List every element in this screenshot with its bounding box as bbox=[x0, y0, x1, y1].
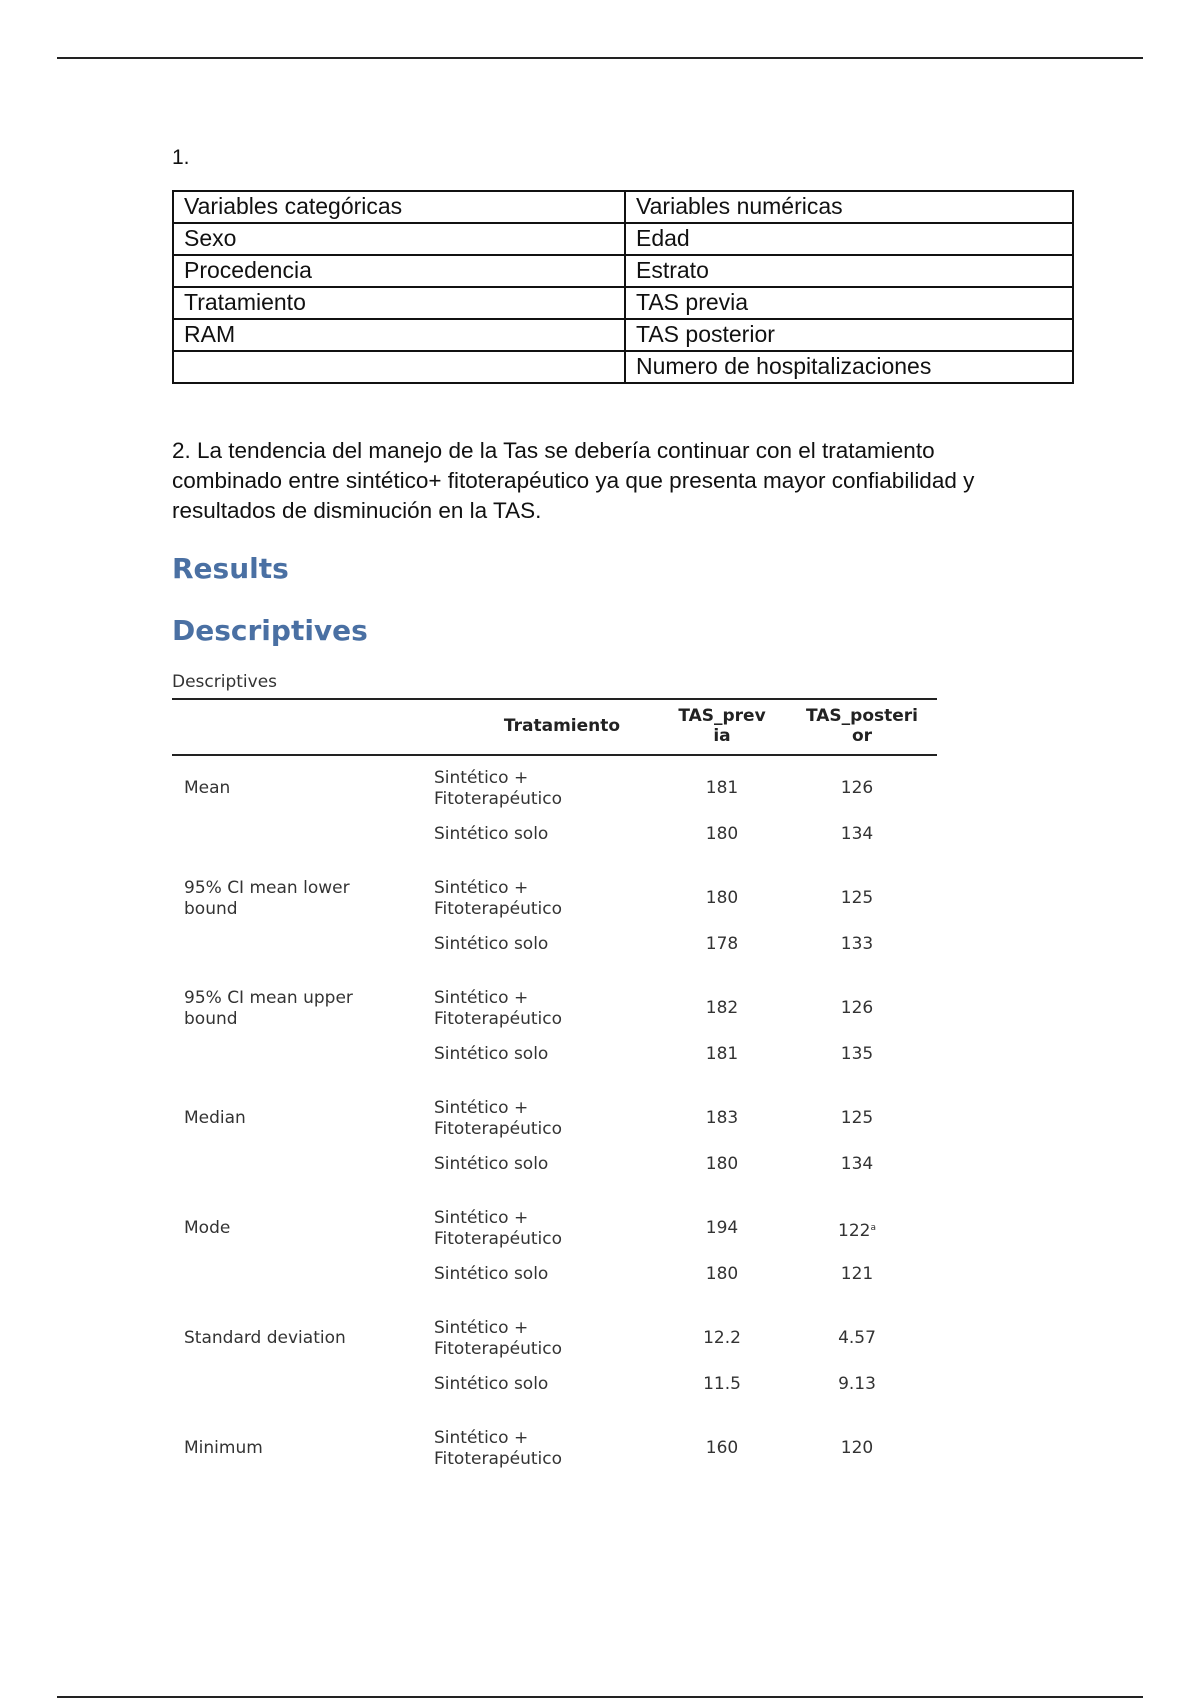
descriptives-heading: Descriptives bbox=[172, 614, 368, 647]
value-tas-posterior: 121 bbox=[840, 1264, 874, 1284]
treatment-line: Fitoterapéutico bbox=[434, 899, 563, 919]
paragraph-line: resultados de disminución en la TAS. bbox=[172, 498, 542, 523]
value-tas-previa: 180 bbox=[705, 824, 739, 844]
table-row bbox=[173, 287, 1073, 319]
value-tas-posterior: 134 bbox=[840, 824, 874, 844]
page-top-rule bbox=[57, 57, 1143, 59]
treatment-line: Fitoterapéutico bbox=[434, 1229, 563, 1249]
table-row bbox=[172, 988, 937, 1044]
treatment-solo: Sintético solo bbox=[434, 934, 549, 954]
footnote-mark: a bbox=[870, 1223, 876, 1233]
value-text: 126 bbox=[840, 998, 874, 1018]
value-tas-posterior bbox=[802, 1328, 912, 1349]
paragraph-line: combinado entre sintético+ fitoterapéutico ya que presenta mayor confiabilidad y bbox=[172, 468, 975, 493]
treatment-solo: Sintético solo bbox=[434, 1374, 549, 1394]
value-tas-posterior bbox=[802, 1108, 912, 1129]
col-tratamiento: Tratamiento bbox=[503, 716, 621, 736]
value-tas-posterior bbox=[802, 1218, 912, 1242]
value-tas-previa: 182 bbox=[705, 998, 739, 1018]
treatment-combined bbox=[434, 768, 562, 810]
treatment-solo: Sintético solo bbox=[434, 1154, 549, 1174]
categorical-cell: RAM bbox=[173, 319, 625, 351]
value-tas-previa: 181 bbox=[705, 1044, 739, 1064]
table-row bbox=[172, 1044, 937, 1090]
value-tas-previa: 194 bbox=[705, 1218, 739, 1238]
results-heading: Results bbox=[172, 552, 289, 585]
stat-label-line: Mean bbox=[184, 778, 231, 798]
stat-label bbox=[184, 1438, 263, 1459]
col-tas-previa bbox=[667, 706, 777, 746]
value-tas-posterior bbox=[802, 888, 912, 909]
value-tas-posterior bbox=[802, 778, 912, 799]
value-tas-previa: 178 bbox=[705, 934, 739, 954]
treatment-line: Fitoterapéutico bbox=[434, 1449, 563, 1469]
paragraph-line: 2. La tendencia del manejo de la Tas se debería continuar con el tratamiento bbox=[172, 438, 935, 463]
stat-label bbox=[184, 878, 350, 920]
stat-label-line: Median bbox=[184, 1108, 246, 1128]
value-text: 126 bbox=[840, 778, 874, 798]
treatment-line: Sintético + bbox=[434, 1318, 529, 1338]
value-tas-posterior bbox=[802, 998, 912, 1019]
stat-group bbox=[172, 1098, 937, 1200]
value-tas-previa: 180 bbox=[705, 1154, 739, 1174]
value-tas-previa: 12.2 bbox=[703, 1328, 741, 1348]
col-tas-previa-line1: TAS_prev bbox=[678, 706, 766, 726]
descriptives-body bbox=[172, 768, 937, 1484]
table-row bbox=[172, 1264, 937, 1310]
table-row bbox=[172, 1374, 937, 1420]
numerical-cell: Numero de hospitalizaciones bbox=[625, 351, 1073, 383]
value-tas-posterior: 135 bbox=[840, 1044, 874, 1064]
table-row bbox=[172, 824, 937, 870]
table-row bbox=[173, 319, 1073, 351]
stat-group bbox=[172, 768, 937, 870]
descriptives-header bbox=[172, 698, 937, 756]
value-tas-posterior bbox=[802, 1438, 912, 1459]
treatment-line: Fitoterapéutico bbox=[434, 1339, 563, 1359]
stat-label-line: 95% CI mean upper bbox=[184, 988, 353, 1008]
question-1-number: 1. bbox=[172, 146, 190, 169]
value-text: 122 bbox=[838, 1221, 871, 1241]
value-text: 120 bbox=[840, 1438, 874, 1458]
table-caption: Descriptives bbox=[172, 672, 278, 692]
page-bottom-rule bbox=[57, 1696, 1143, 1698]
stat-group bbox=[172, 988, 937, 1090]
value-tas-previa: 180 bbox=[705, 888, 739, 908]
treatment-combined bbox=[434, 1428, 562, 1470]
table-row bbox=[172, 1428, 937, 1484]
table-header-row bbox=[173, 191, 1073, 223]
treatment-combined bbox=[434, 1098, 562, 1140]
treatment-line: Sintético + bbox=[434, 988, 529, 1008]
treatment-solo: Sintético solo bbox=[434, 1044, 549, 1064]
stat-group bbox=[172, 1208, 937, 1310]
numerical-cell: Estrato bbox=[625, 255, 1073, 287]
value-tas-previa: 180 bbox=[705, 1264, 739, 1284]
question-2-paragraph bbox=[172, 436, 1072, 526]
treatment-line: Sintético + bbox=[434, 878, 529, 898]
value-tas-posterior: 134 bbox=[840, 1154, 874, 1174]
treatment-line: Sintético + bbox=[434, 1208, 529, 1228]
table-row bbox=[172, 1154, 937, 1200]
table-row bbox=[172, 1208, 937, 1264]
table-row bbox=[173, 223, 1073, 255]
value-text: 4.57 bbox=[838, 1328, 876, 1348]
value-tas-previa: 183 bbox=[705, 1108, 739, 1128]
treatment-combined bbox=[434, 988, 562, 1030]
table-row bbox=[173, 351, 1073, 383]
header-numerical: Variables numéricas bbox=[625, 191, 1073, 223]
treatment-line: Sintético + bbox=[434, 1428, 529, 1448]
stat-label-line: bound bbox=[184, 899, 238, 919]
treatment-combined bbox=[434, 878, 562, 920]
treatment-line: Sintético + bbox=[434, 1098, 529, 1118]
variables-table bbox=[172, 190, 1074, 384]
stat-label bbox=[184, 1218, 230, 1239]
treatment-line: Sintético + bbox=[434, 768, 529, 788]
value-text: 125 bbox=[840, 888, 874, 908]
stat-label-line: Standard deviation bbox=[184, 1328, 346, 1348]
numerical-cell: Edad bbox=[625, 223, 1073, 255]
numerical-cell: TAS previa bbox=[625, 287, 1073, 319]
stat-label-line: bound bbox=[184, 1009, 238, 1029]
stat-group bbox=[172, 878, 937, 980]
table-row bbox=[172, 878, 937, 934]
table-row bbox=[172, 934, 937, 980]
stat-group bbox=[172, 1428, 937, 1484]
treatment-line: Fitoterapéutico bbox=[434, 789, 563, 809]
header-categorical: Variables categóricas bbox=[173, 191, 625, 223]
stat-group bbox=[172, 1318, 937, 1420]
value-tas-posterior: 9.13 bbox=[838, 1374, 876, 1394]
table-row bbox=[173, 255, 1073, 287]
stat-label bbox=[184, 778, 230, 799]
value-tas-previa: 11.5 bbox=[703, 1374, 741, 1394]
table-row bbox=[172, 1318, 937, 1374]
col-tas-posterior bbox=[792, 706, 932, 746]
col-tas-posterior-line1: TAS_posteri bbox=[805, 706, 918, 726]
value-tas-previa: 181 bbox=[705, 778, 739, 798]
value-tas-posterior: 133 bbox=[840, 934, 874, 954]
value-text: 125 bbox=[840, 1108, 874, 1128]
treatment-line: Fitoterapéutico bbox=[434, 1009, 563, 1029]
descriptives-table bbox=[172, 698, 937, 1484]
col-tas-previa-line2: ia bbox=[713, 726, 731, 746]
treatment-solo: Sintético solo bbox=[434, 824, 549, 844]
stat-label bbox=[184, 1108, 246, 1129]
table-row bbox=[172, 1098, 937, 1154]
treatment-combined bbox=[434, 1318, 562, 1360]
table-row bbox=[172, 768, 937, 824]
value-tas-previa: 160 bbox=[705, 1438, 739, 1458]
categorical-cell: Tratamiento bbox=[173, 287, 625, 319]
numerical-cell: TAS posterior bbox=[625, 319, 1073, 351]
col-tas-posterior-line2: or bbox=[851, 726, 873, 746]
categorical-cell: Sexo bbox=[173, 223, 625, 255]
stat-label bbox=[184, 1328, 346, 1349]
categorical-cell: Procedencia bbox=[173, 255, 625, 287]
treatment-combined bbox=[434, 1208, 562, 1250]
stat-label-line: 95% CI mean lower bbox=[184, 878, 350, 898]
treatment-line: Fitoterapéutico bbox=[434, 1119, 563, 1139]
stat-label bbox=[184, 988, 353, 1030]
categorical-cell bbox=[173, 351, 625, 383]
treatment-solo: Sintético solo bbox=[434, 1264, 549, 1284]
stat-label-line: Mode bbox=[184, 1218, 231, 1238]
stat-label-line: Minimum bbox=[184, 1438, 263, 1458]
